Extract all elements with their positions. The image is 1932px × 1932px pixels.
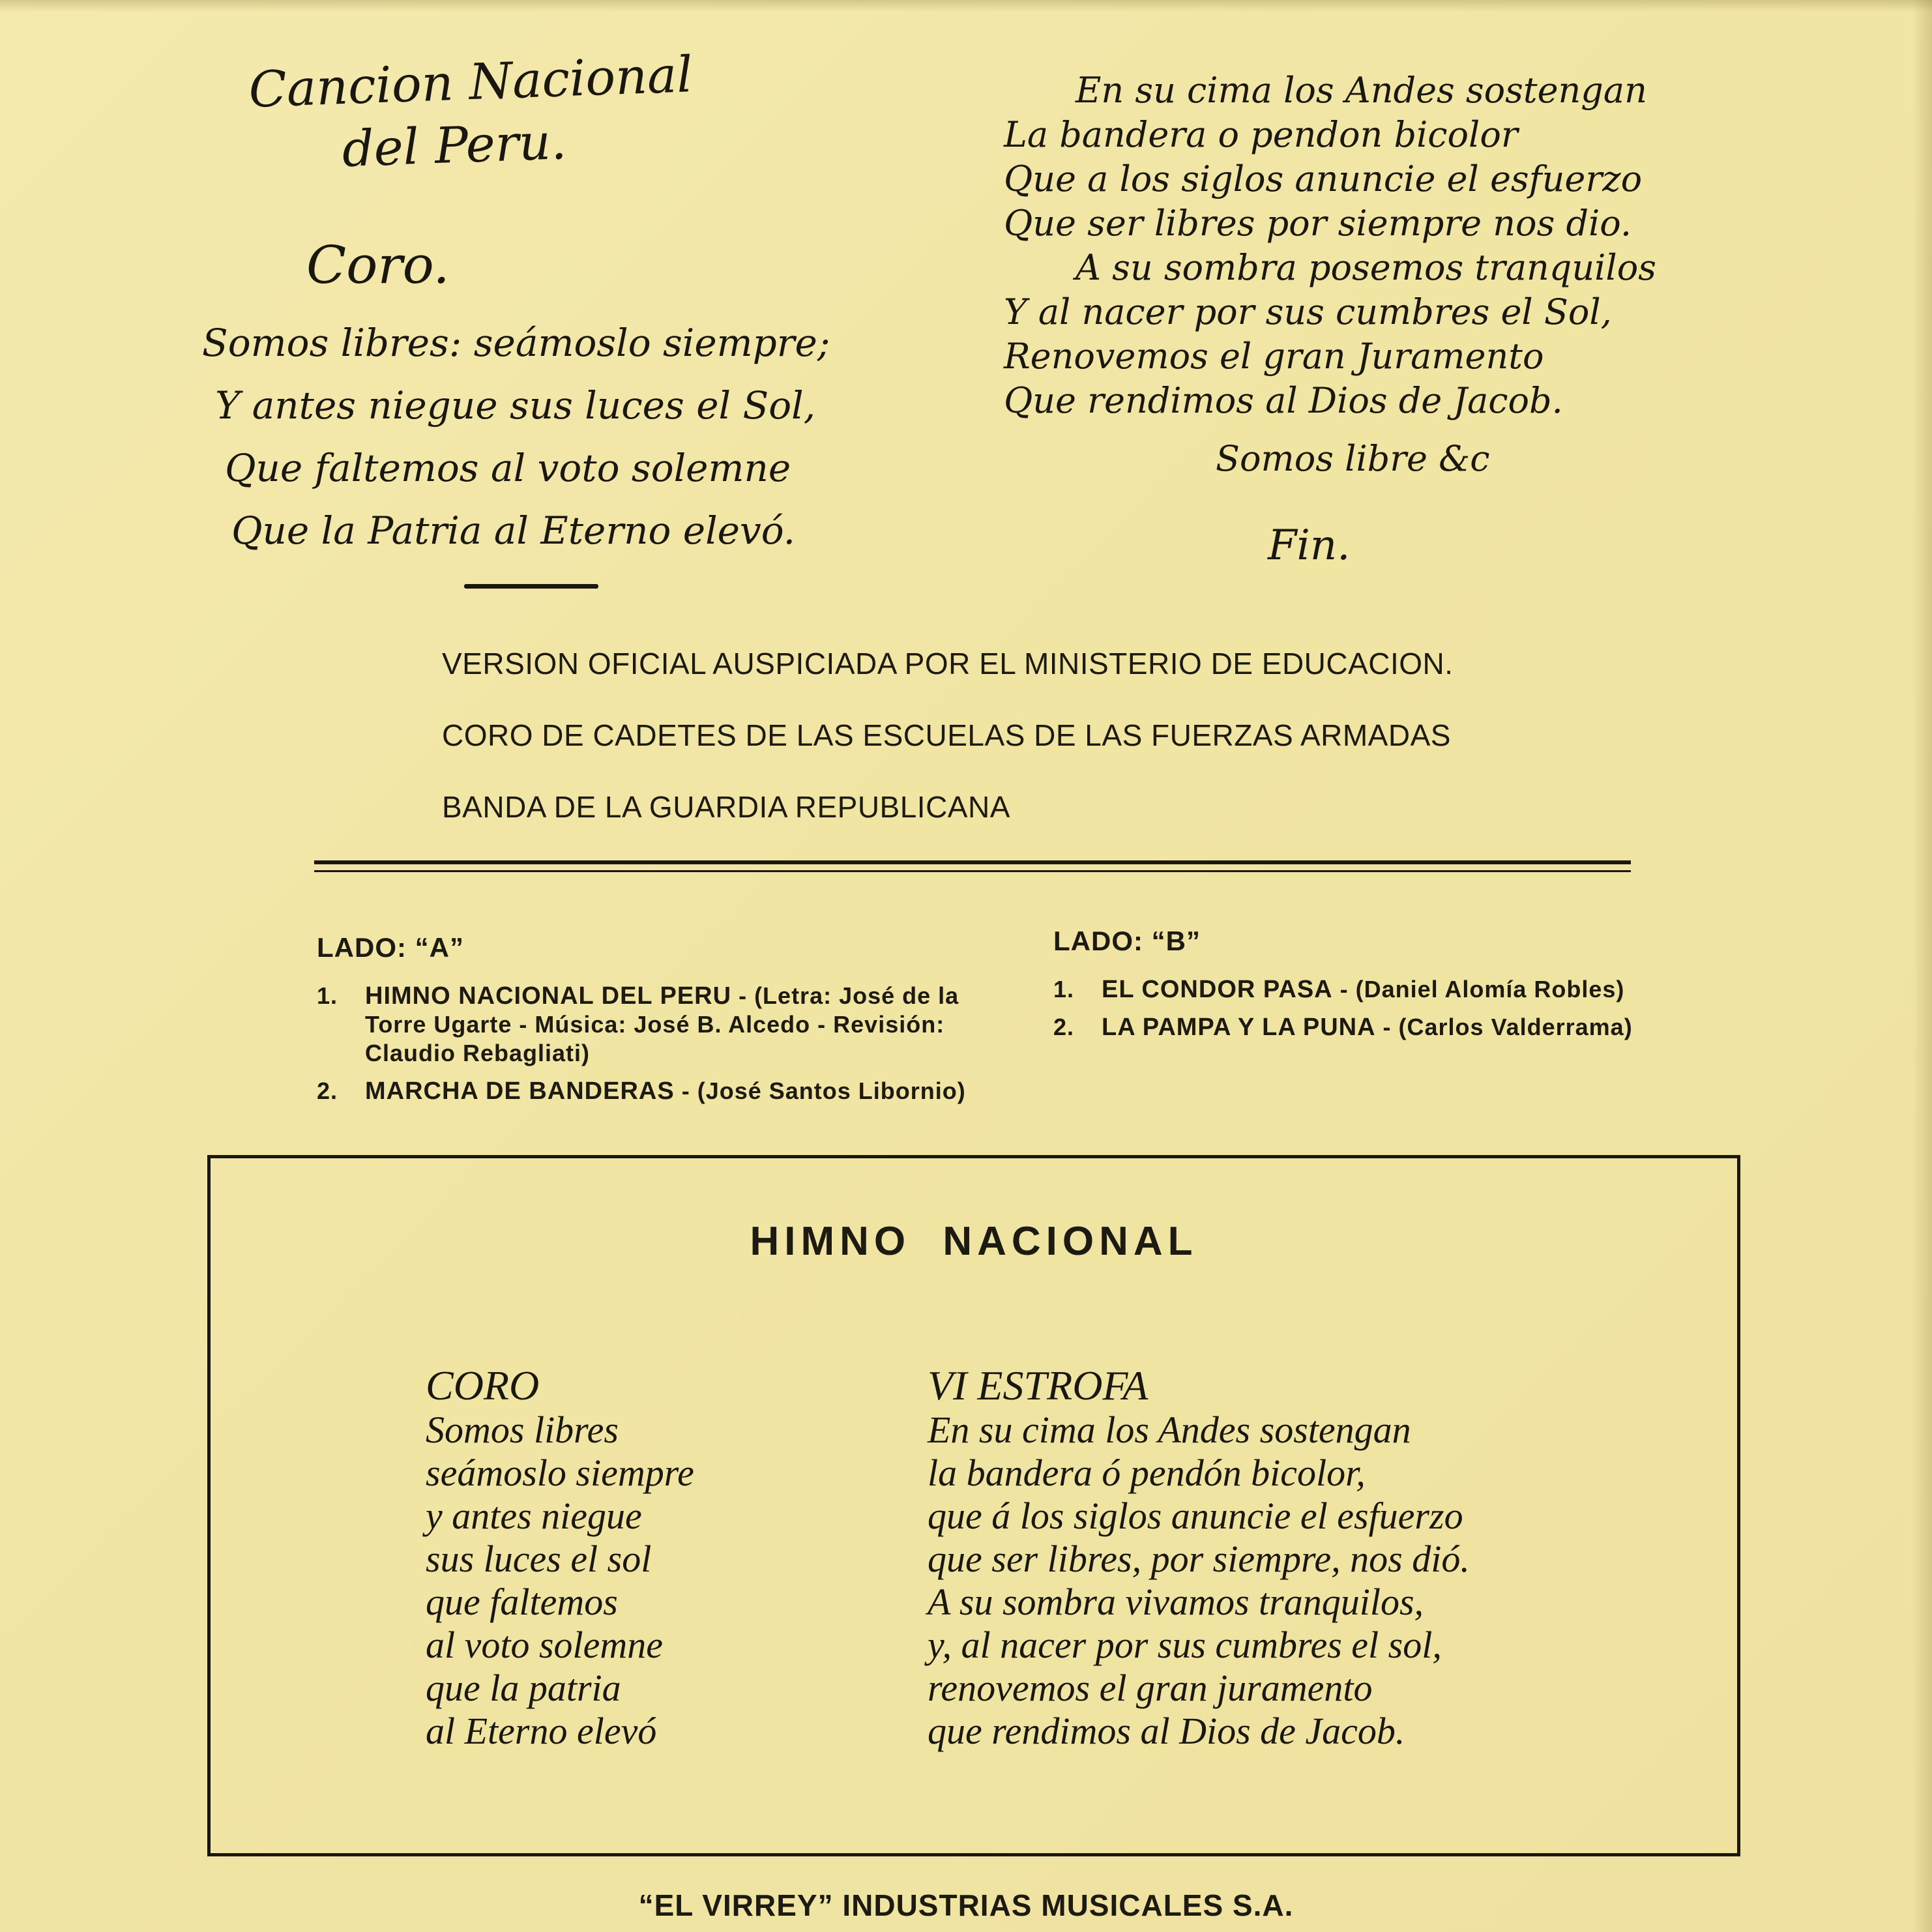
manuscript-stanza-line: Y al nacer por sus cumbres el Sol, — [1004, 291, 1612, 332]
track-item — [1053, 975, 1640, 1004]
track-text — [1102, 1013, 1640, 1042]
manuscript-stanza-line: A su sombra posemos tranquilos — [1076, 247, 1656, 288]
stanza-heading: CORO — [426, 1362, 540, 1409]
coro-stanza — [426, 1364, 694, 1753]
lyric-line: al voto solemne — [426, 1624, 664, 1666]
track-title: HIMNO NACIONAL DEL PERU — [365, 982, 732, 1010]
side-b-tracklist — [1053, 926, 1640, 1051]
track-item — [317, 982, 1008, 1068]
track-title: EL CONDOR PASA — [1102, 976, 1333, 1003]
sleeve-top-edge — [0, 0, 1932, 12]
manuscript-stanza-line: En su cima los Andes sostengan — [1076, 70, 1647, 111]
track-number: 1. — [317, 982, 338, 1009]
manuscript-title-line: Cancion Nacional — [248, 45, 694, 119]
sleeve-right-edge — [1912, 0, 1932, 1932]
manuscript-coro-line: Que faltemos al voto solemne — [225, 446, 791, 490]
credit-line: VERSION OFICIAL AUSPICIADA POR EL MINISTERIO DE EDUCACION. — [442, 647, 1454, 681]
track-number: 2. — [317, 1077, 338, 1104]
manuscript-coro-line: Somos libres: seámoslo siempre; — [202, 321, 830, 365]
lyric-line: y, al nacer por sus cumbres el sol, — [928, 1624, 1442, 1666]
track-text — [1102, 975, 1640, 1004]
track-credit: - (José Santos Libornio) — [674, 1077, 966, 1104]
lyric-line: y antes niegue — [426, 1495, 642, 1537]
track-text — [365, 1077, 1008, 1105]
manuscript-coro — [202, 312, 830, 562]
lyric-line: Somos libres — [426, 1409, 619, 1451]
label-footer: “EL VIRREY” INDUSTRIAS MUSICALES S.A. — [638, 1888, 1294, 1922]
lyrics-title: HIMNO NACIONAL — [750, 1219, 1198, 1264]
manuscript-stanza-line: Que ser libres por siempre nos dio. — [1004, 203, 1632, 244]
track-title: MARCHA DE BANDERAS — [365, 1077, 675, 1105]
track-credit: - (Daniel Alomía Robles) — [1332, 976, 1625, 1003]
manuscript-coro-heading: Coro. — [306, 235, 450, 295]
side-a-tracklist — [317, 932, 1008, 1115]
manuscript-refrain-note: Somos libre &c — [1216, 438, 1490, 479]
lyric-line: que á los siglos anuncie el esfuerzo — [928, 1495, 1463, 1537]
side-b-heading: LADO: “B” — [1053, 926, 1201, 956]
recording-credits — [442, 645, 1454, 860]
lyric-line: la bandera ó pendón bicolor, — [928, 1452, 1366, 1494]
track-item — [317, 1077, 1008, 1105]
vi-estrofa-stanza — [928, 1364, 1470, 1753]
manuscript-stanza-line: La bandera o pendon bicolor — [1004, 114, 1518, 155]
lyric-line: A su sombra vivamos tranquilos, — [928, 1581, 1424, 1623]
track-title: LA PAMPA Y LA PUNA — [1102, 1014, 1376, 1041]
manuscript-divider — [464, 584, 598, 589]
track-number: 1. — [1053, 976, 1075, 1003]
manuscript-title-line: del Peru. — [341, 112, 568, 178]
lyric-line: al Eterno elevó — [426, 1710, 657, 1752]
lyric-line: que la patria — [426, 1667, 621, 1709]
manuscript-stanza-line: Que a los siglos anuncie el esfuerzo — [1004, 158, 1643, 199]
manuscript-coro-line: Que la Patria al Eterno elevó. — [231, 508, 796, 553]
manuscript-fin: Fin. — [1268, 521, 1351, 570]
track-credit: - (Carlos Valderrama) — [1375, 1014, 1633, 1040]
lyric-line: que faltemos — [426, 1581, 618, 1623]
credit-line: CORO DE CADETES DE LAS ESCUELAS DE LAS FUERZAS ARMADAS — [442, 718, 1451, 752]
manuscript-stanza — [1004, 68, 1656, 423]
track-number: 2. — [1053, 1014, 1075, 1040]
track-credit: - (Letra: José de la Torre Ugarte - Música: José B. Alcedo - Revisión: Claudio Rebagliati) — [365, 982, 959, 1066]
lyric-line: que rendimos al Dios de Jacob. — [928, 1710, 1405, 1752]
lyric-line: En su cima los Andes sostengan — [928, 1409, 1411, 1451]
lyric-line: renovemos el gran juramento — [928, 1667, 1373, 1709]
manuscript-title — [248, 43, 695, 184]
manuscript-coro-line: Y antes niegue sus luces el Sol, — [215, 383, 816, 428]
lyric-line: que ser libres, por siempre, nos dió. — [928, 1538, 1470, 1580]
manuscript-stanza-line: Renovemos el gran Juramento — [1004, 336, 1544, 377]
stanza-heading: VI ESTROFA — [928, 1362, 1149, 1409]
side-a-heading: LADO: “A” — [317, 932, 464, 963]
manuscript-stanza-line: Que rendimos al Dios de Jacob. — [1004, 380, 1563, 421]
track-item — [1053, 1013, 1640, 1042]
section-divider — [314, 860, 1631, 872]
lyric-line: seámoslo siempre — [426, 1452, 694, 1494]
credit-line: BANDA DE LA GUARDIA REPUBLICANA — [442, 790, 1010, 824]
lyrics-box — [207, 1155, 1740, 1856]
track-text — [365, 982, 1008, 1068]
lyric-line: sus luces el sol — [426, 1538, 652, 1580]
